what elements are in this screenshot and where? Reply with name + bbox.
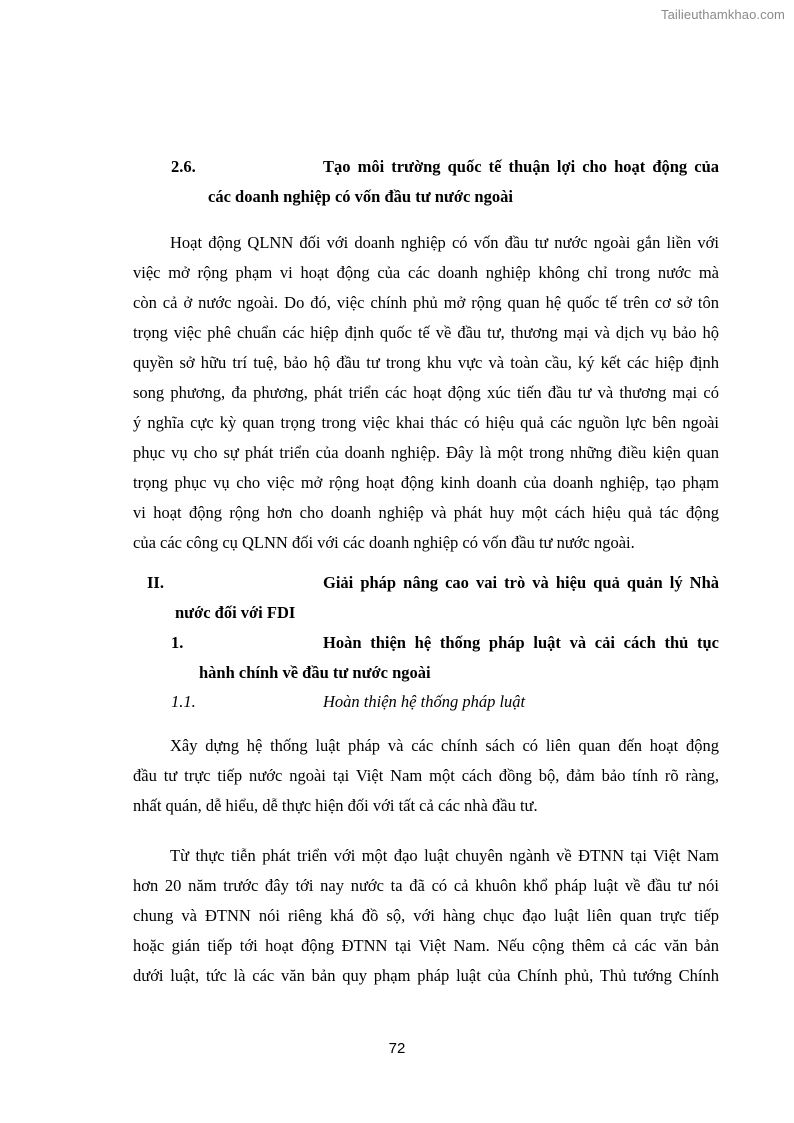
section-2-6-heading — [133, 152, 719, 212]
section-1-1-title: Hoàn thiện hệ thống pháp luật — [323, 692, 526, 711]
page-number: 72 — [388, 1040, 406, 1057]
paragraph-2 — [133, 731, 719, 821]
paragraph-line: ý nghĩa cực kỳ quan trọng trong việc khai thác có hiệu quả các nguồn lực bên ngoài — [133, 413, 719, 432]
paragraph-line: phục vụ cho sự phát triển của doanh nghiệp. Đây là một trong những điều kiện quan — [133, 443, 719, 462]
section-II-heading — [133, 568, 719, 628]
paragraph-line: chung và ĐTNN nói riêng khá đồ sộ, với hàng chục đạo luật liên quan trực tiếp — [133, 906, 719, 925]
paragraph-line: việc mở rộng phạm vi hoạt động của các doanh nghiệp không chỉ trong nước mà — [133, 263, 719, 282]
paragraph-line: nhất quán, dễ hiểu, dễ thực hiện đối với tất cả các nhà đầu tư. — [133, 796, 538, 815]
paragraph-line: trọng phục vụ cho việc mở rộng hoạt động kinh doanh của doanh nghiệp, tạo phạm — [133, 473, 719, 492]
section-1-1-heading — [133, 687, 719, 717]
section-1-1-number: 1.1. — [171, 692, 196, 711]
paragraph-line: Hoạt động QLNN đối với doanh nghiệp có vốn đầu tư nước ngoài gắn liền với — [170, 233, 719, 252]
section-2-6-title-line2: các doanh nghiệp có vốn đầu tư nước ngoài — [208, 187, 513, 206]
paragraph-line: trọng việc phê chuẩn các hiệp định quốc tế về đầu tư, thương mại và dịch vụ bảo hộ — [133, 323, 719, 342]
section-II-title-line2: nước đối với FDI — [175, 603, 296, 622]
section-1-heading — [133, 628, 719, 688]
section-2-6-title-line1: Tạo môi trường quốc tế thuận lợi cho hoạt động của — [323, 157, 719, 176]
paragraph-line: vi hoạt động rộng hơn cho doanh nghiệp và phát huy một cách hiệu quả tác động — [133, 503, 719, 522]
paragraph-1 — [133, 228, 719, 558]
paragraph-line: hoặc gián tiếp tới hoạt động ĐTNN tại Việt Nam. Nếu cộng thêm cả các văn bản — [133, 936, 719, 955]
paragraph-line: Xây dựng hệ thống luật pháp và các chính sách có liên quan đến hoạt động — [170, 736, 719, 755]
section-1-title-line2: hành chính về đầu tư nước ngoài — [199, 663, 431, 682]
section-1-number: 1. — [171, 633, 184, 652]
paragraph-3 — [133, 841, 719, 991]
paragraph-line: quyền sở hữu trí tuệ, bảo hộ đầu tư trong khu vực và toàn cầu, ký kết các hiệp định — [133, 353, 719, 372]
paragraph-line: song phương, đa phương, phát triển các hoạt động xúc tiến đầu tư và thương mại có — [133, 383, 719, 402]
section-2-6-number: 2.6. — [171, 157, 196, 176]
paragraph-line: Từ thực tiễn phát triển với một đạo luật chuyên ngành về ĐTNN tại Việt Nam — [170, 846, 719, 865]
paragraph-line: hơn 20 năm trước đây tới nay nước ta đã có cả khuôn khổ pháp luật về đầu tư nói — [133, 876, 719, 895]
section-II-number: II. — [147, 573, 164, 592]
paragraph-line: còn cả ở nước ngoài. Do đó, việc chính phủ mở rộng quan hệ quốc tế trên cơ sở tôn — [133, 293, 719, 312]
paragraph-line: dưới luật, tức là các văn bản quy phạm pháp luật của Chính phủ, Thủ tướng Chính — [133, 966, 719, 985]
section-1-title-line1: Hoàn thiện hệ thống pháp luật và cải cách thủ tục — [323, 633, 719, 652]
watermark-text: Tailieuthamkhao.com — [660, 7, 785, 22]
section-II-title-line1: Giải pháp nâng cao vai trò và hiệu quả quản lý Nhà — [323, 573, 719, 592]
paragraph-line: của các công cụ QLNN đối với các doanh nghiệp có vốn đầu tư nước ngoài. — [133, 533, 635, 552]
paragraph-line: đầu tư trực tiếp nước ngoài tại Việt Nam một cách đồng bộ, đảm bảo tính rõ ràng, — [133, 766, 719, 785]
